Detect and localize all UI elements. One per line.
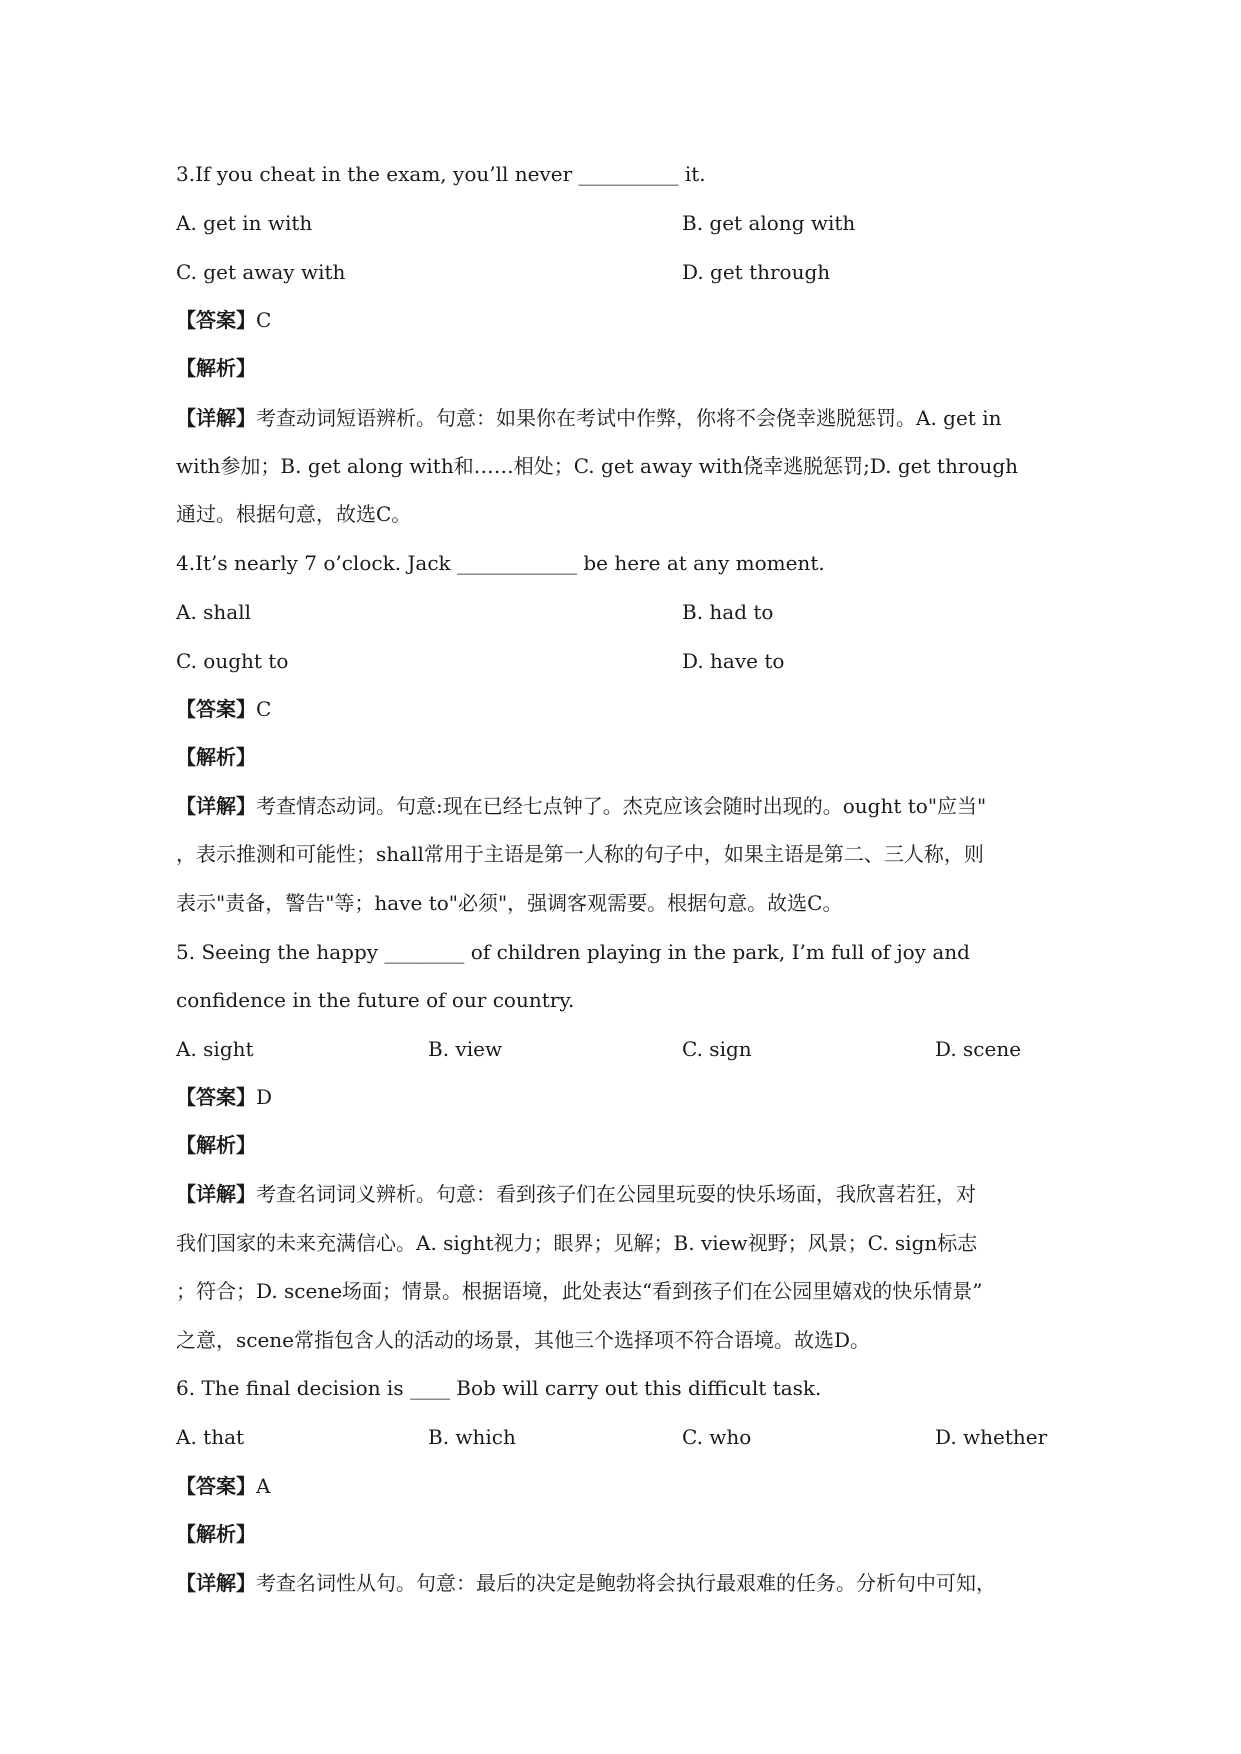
question-5-option-b: B. view [428, 1037, 503, 1061]
question-3-option-d: D. get through [682, 260, 831, 284]
question-4-option-a: A. shall [176, 600, 252, 624]
question-6-option-c: C. who [682, 1425, 752, 1449]
question-5-answer [176, 1083, 1096, 1111]
question-3-detail-line: 通过。根据句意，故选C。 [176, 502, 412, 526]
question-4-detail-line [176, 792, 1096, 820]
detail-label: 【详解】 [176, 794, 256, 818]
answer-label: 【答案】 [176, 1085, 256, 1109]
answer-value: C [256, 308, 272, 332]
question-5-option-c: C. sign [682, 1037, 752, 1061]
question-3-option-b: B. get along with [682, 211, 856, 235]
question-4-option-c: C. ought to [176, 649, 289, 673]
question-5-option-a: A. sight [176, 1037, 254, 1061]
answer-label: 【答案】 [176, 308, 256, 332]
question-4-detail-line: 表示"责备，警告"等；have to"必须"，强调客观需要。根据句意。故选C。 [176, 891, 843, 915]
answer-label: 【答案】 [176, 1474, 256, 1498]
detail-label: 【详解】 [176, 1571, 256, 1595]
question-4-analysis-label: 【解析】 [176, 745, 256, 769]
question-5-stem: confidence in the future of our country. [176, 988, 575, 1012]
question-6-option-b: B. which [428, 1425, 516, 1449]
question-6-option-a: A. that [176, 1425, 245, 1449]
answer-value: A [256, 1474, 271, 1498]
question-5-stem: 5. Seeing the happy ________ of children playing in the park, I’m full of joy and [176, 940, 970, 964]
question-4-stem: 4.It’s nearly 7 o’clock. Jack ____________ be here at any moment. [176, 551, 825, 575]
question-3-option-c: C. get away with [176, 260, 346, 284]
question-4-option-d: D. have to [682, 649, 785, 673]
question-4-answer [176, 695, 1096, 723]
question-5-detail-line [176, 1180, 1096, 1208]
question-6-analysis-label: 【解析】 [176, 1522, 256, 1546]
answer-label: 【答案】 [176, 697, 256, 721]
question-3-option-a: A. get in with [176, 211, 313, 235]
question-6-option-d: D. whether [935, 1425, 1048, 1449]
question-3-analysis-label: 【解析】 [176, 356, 256, 380]
detail-label: 【详解】 [176, 1182, 256, 1206]
detail-text: 考查情态动词。句意:现在已经七点钟了。杰克应该会随时出现的。ought to"应当" [256, 794, 987, 818]
question-5-detail-line: 之意，scene常指包含人的活动的场景，其他三个选择项不符合语境。故选D。 [176, 1328, 871, 1352]
question-5-analysis-label: 【解析】 [176, 1133, 256, 1157]
question-5-detail-line: ；符合；D. scene场面；情景。根据语境，此处表达“看到孩子们在公园里嬉戏的快乐情景” [176, 1279, 983, 1303]
question-3-detail-line [176, 404, 1096, 432]
question-5-option-d: D. scene [935, 1037, 1022, 1061]
answer-value: C [256, 697, 272, 721]
question-3-detail-line: with参加；B. get along with和……相处；C. get away with侥幸逃脱惩罚;D. get through [176, 454, 1019, 478]
answer-value: D [256, 1085, 273, 1109]
question-3-stem: 3.If you cheat in the exam, you’ll never __________ it. [176, 162, 706, 186]
detail-label: 【详解】 [176, 406, 256, 430]
question-6-detail-line [176, 1569, 1096, 1597]
question-3-answer [176, 306, 1096, 334]
detail-text: 考查名词性从句。句意：最后的决定是鲍勃将会执行最艰难的任务。分析句中可知， [256, 1571, 996, 1595]
detail-text: 考查名词词义辨析。句意：看到孩子们在公园里玩耍的快乐场面，我欣喜若狂，对 [256, 1182, 976, 1206]
question-4-detail-line: ，表示推测和可能性；shall常用于主语是第一人称的句子中，如果主语是第二、三人称，则 [176, 842, 984, 866]
detail-text: 考查动词短语辨析。句意：如果你在考试中作弊，你将不会侥幸逃脱惩罚。A. get in [256, 406, 1002, 430]
question-6-answer [176, 1472, 1096, 1500]
question-4-option-b: B. had to [682, 600, 774, 624]
question-6-stem: 6. The final decision is ____ Bob will carry out this difficult task. [176, 1376, 822, 1400]
question-5-detail-line: 我们国家的未来充满信心。A. sight视力；眼界；见解；B. view视野；风景；C. sign标志 [176, 1231, 978, 1255]
